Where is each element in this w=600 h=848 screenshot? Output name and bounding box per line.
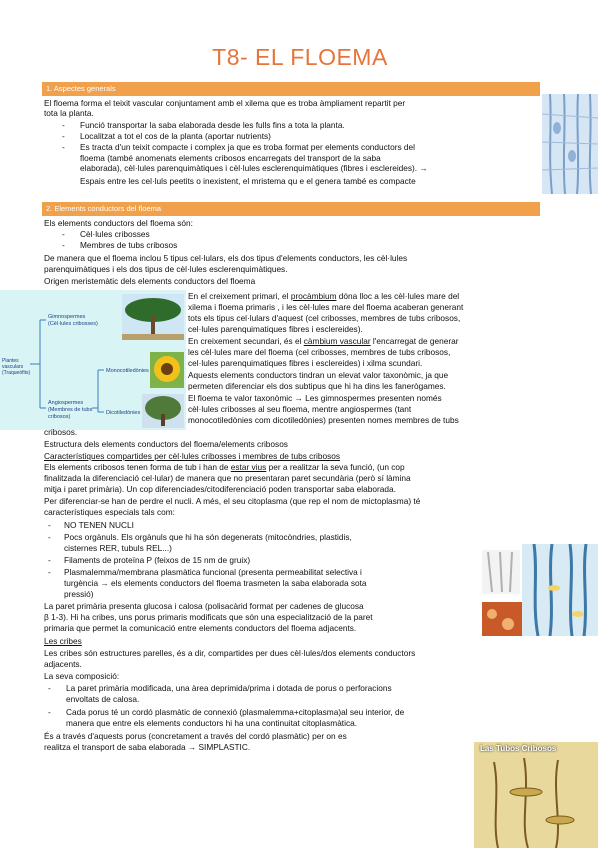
bullet-dash: -: [48, 567, 51, 577]
p5-line: És a través d'aquests porus (concretament a través del cordó plasmàtic) per on es: [44, 731, 347, 741]
p1-bullet: Espais entre les cel·luls peetits o inexistent, el mristema qu e el genera també es compacte: [80, 176, 416, 186]
p3-line: xilema i floema primaris , i les cèl·lules mare del floema acaberan generant: [188, 302, 464, 312]
p5-line: realitza el transport de saba elaborada → SIMPLASTIC.: [44, 742, 251, 752]
p5-bullet: manera que entre els elements conductors hi ha una continuitat citoplasmàtica.: [66, 718, 358, 728]
p1-bullet: Localitzat a tot el cos de la planta (aportar nutrients): [80, 131, 271, 141]
p3-line: permeten diferenciar els dos subtipus que hi ha dins les fanerògames.: [188, 381, 446, 391]
tubos-title: Las Tubos Cribosos: [480, 744, 557, 753]
bullet-dash: -: [48, 683, 51, 693]
p4-line: primaria que permet la comunicació entre elements conductors del floema adjacents.: [44, 623, 357, 633]
oak-tree-image: [142, 394, 184, 428]
p2-line: Origen meristemàtic dels elements conductors del floema: [44, 276, 256, 286]
bullet-dash: -: [62, 120, 65, 130]
p4-subheading: Característiques compartides per cèl·lules cribosses i membres de tubs cribosos: [44, 451, 341, 461]
p1-bullet: Es tracta d'un teixit compacte i complex ja que es troba format per elements conductors del: [80, 142, 416, 152]
p2-line: De manera que el floema inclou 5 tipus cel·lulars, els dos tipus d'elements conductors, les cèl·lules: [44, 253, 408, 263]
p3-line: cel·lules parenquimatiques fibres i esclereides).: [188, 324, 363, 334]
p1-line: El floema forma el teixit vascular conjuntament amb el xilema que es troba àmpliament repartit per: [44, 98, 406, 108]
p5-line: Les cribes són estructures parelles, és a dir, compartides per dues cèl·lules/dos elements conductors: [44, 648, 416, 658]
p5-bullet: La paret primària modificada, una àrea deprimida/prima i dotada de porus o perforacions: [66, 683, 392, 693]
cribes-heading: Les cribes: [44, 636, 82, 646]
p3-line: cribosos.: [44, 427, 78, 437]
p4-line: característiques especials tals com:: [44, 507, 175, 517]
p3-line: tots els tipus cel·lulars d'aquest (cel cribosses, membres de tubs cribosos,: [188, 313, 461, 323]
classification-diagram: [0, 290, 186, 430]
bullet-dash: -: [62, 240, 65, 250]
tubos-cribosos-figure: [474, 742, 598, 848]
section-header-elements: 2. Elements conductors del floema: [42, 202, 540, 216]
p2-line: parenquimàtiques i els dos tipus de cèl·lules esclerenquimàtiques.: [44, 264, 288, 274]
bullet-dash: -: [48, 520, 51, 530]
p5-line: adjacents.: [44, 659, 82, 669]
bullet-dash: -: [48, 555, 51, 565]
bullet-dash: -: [48, 707, 51, 717]
diagram-mono: Monocotiledònies: [106, 368, 149, 374]
p4-bullet: cisternes RER, tubuls REL...): [64, 543, 172, 553]
page-title: T8- EL FLOEMA: [212, 44, 388, 70]
p4-bullet: turgència → els elements conductors del floema trasmeten la saba elaborada sota: [64, 578, 367, 588]
section-header-aspectes: 1. Aspectes generals: [42, 82, 540, 96]
p3-line: monocotiledònies com dicotiledònies) presenten nomes membres de tubs: [188, 415, 459, 425]
p2-bullet: Cèl·lules cribosses: [80, 229, 150, 239]
bullet-dash: -: [62, 131, 65, 141]
p1-bullet: elaborada), cèl·lules parenquimàtiques i cèl·lules esclerenquimàtiques (fibres i esclereides). →: [80, 163, 428, 174]
bullet-dash: -: [48, 532, 51, 542]
p3-line: En creixement secundari, és el càmbium vascular l'encarregat de generar: [188, 336, 459, 346]
p3-line: cèl·lules cribosses al seu floema, mentre angiospermes (tant: [188, 404, 412, 414]
p4-bullet: pressió): [64, 589, 94, 599]
p4-line: β 1-3). Hi ha cribes, uns porus primaris modificats que són una especialització de la paret: [44, 612, 373, 622]
p4-line: Els elements cribosos tenen forma de tub i han de estar vius per a realitzar la seva funció, (un cop: [44, 462, 405, 472]
p2-bullet: Membres de tubs cribosos: [80, 240, 178, 250]
p2-line: Els elements conductors del floema són:: [44, 218, 193, 228]
diagram-dico: Dicotiledònies: [106, 410, 141, 416]
p5-bullet: envoltats de calosa.: [66, 694, 140, 704]
p4-bullet: Plasmalemma/membrana plasmàtica funcional (presenta permeabilitat selectiva i: [64, 567, 362, 577]
p4-line: Per diferenciar-se han de perdre el nucli. A més, el seu citoplasma (que rep el nom de mictoplasma) té: [44, 496, 421, 506]
p5-bullet: Cada porus té un cordó plasmàtic de connexió (plasmalemma+citoplasma)al seu interior, de: [66, 707, 405, 717]
sunflower-image: [150, 352, 184, 388]
diagram-angio: Angiospermes (Membres de tubs cribosos): [48, 400, 93, 420]
p1-bullet: floema (també anomenats elements cribosos encarregats del transport de la saba: [80, 152, 381, 163]
p4-bullet: Pocs orgànuls. Els orgànuls que hi ha són degenerats (mitocòndries, plastidis,: [64, 532, 352, 542]
p5-line: La seva composició:: [44, 671, 120, 681]
diagram-gymno: Gimnospermes (Cèl·lules cribosses): [48, 314, 98, 327]
p4-bullet: NO TENEN NUCLI: [64, 520, 134, 530]
bullet-dash: -: [62, 142, 65, 152]
p4-line: Estructura dels elements conductors del floema/elements cribosos: [44, 439, 288, 449]
p1-line: tota la planta.: [44, 108, 94, 118]
sieve-tube-micrographs: [482, 544, 598, 636]
p3-line: En el creixement primari, el procàmbium dóna lloc a les cèl·lules mare del: [188, 291, 460, 301]
p3-line: El floema te valor taxonòmic → Les gimnospermes presenten només: [188, 393, 442, 403]
p3-line: Aquests elements conductors tindran un elevat valor taxonòmic, ja que: [188, 370, 449, 380]
bullet-dash: -: [62, 229, 65, 239]
p4-line: finalitzada la diferenciació cel·lular) de manera que no presentaran paret secundària (però sí làmina: [44, 473, 411, 483]
p4-line: mitja i paret primària). Un cop diferenciades/citodiferenciació poden transportar saba elaborada.: [44, 484, 396, 494]
p1-bullet: Funció transportar la saba elaborada desde les fulls fins a tota la planta.: [80, 120, 345, 130]
p4-bullet: Filaments de proteïna P (feixos de 15 nm de gruix): [64, 555, 251, 565]
phloem-micrograph-image: [542, 94, 598, 194]
p3-line: les cèl·lules mare del floema (cel cribosses, membres de tubs cribosos,: [188, 347, 451, 357]
diagram-root: Plantes vasculars (Traqueòfits): [2, 358, 31, 376]
pine-tree-image: [122, 294, 184, 340]
p3-line: cel·lules parenquimatiques fibres i esclereides) i xilma scundari.: [188, 358, 423, 368]
p4-line: La paret primària presenta glucosa i calosa (polisacàrid format per cadenes de glucosa: [44, 601, 364, 611]
